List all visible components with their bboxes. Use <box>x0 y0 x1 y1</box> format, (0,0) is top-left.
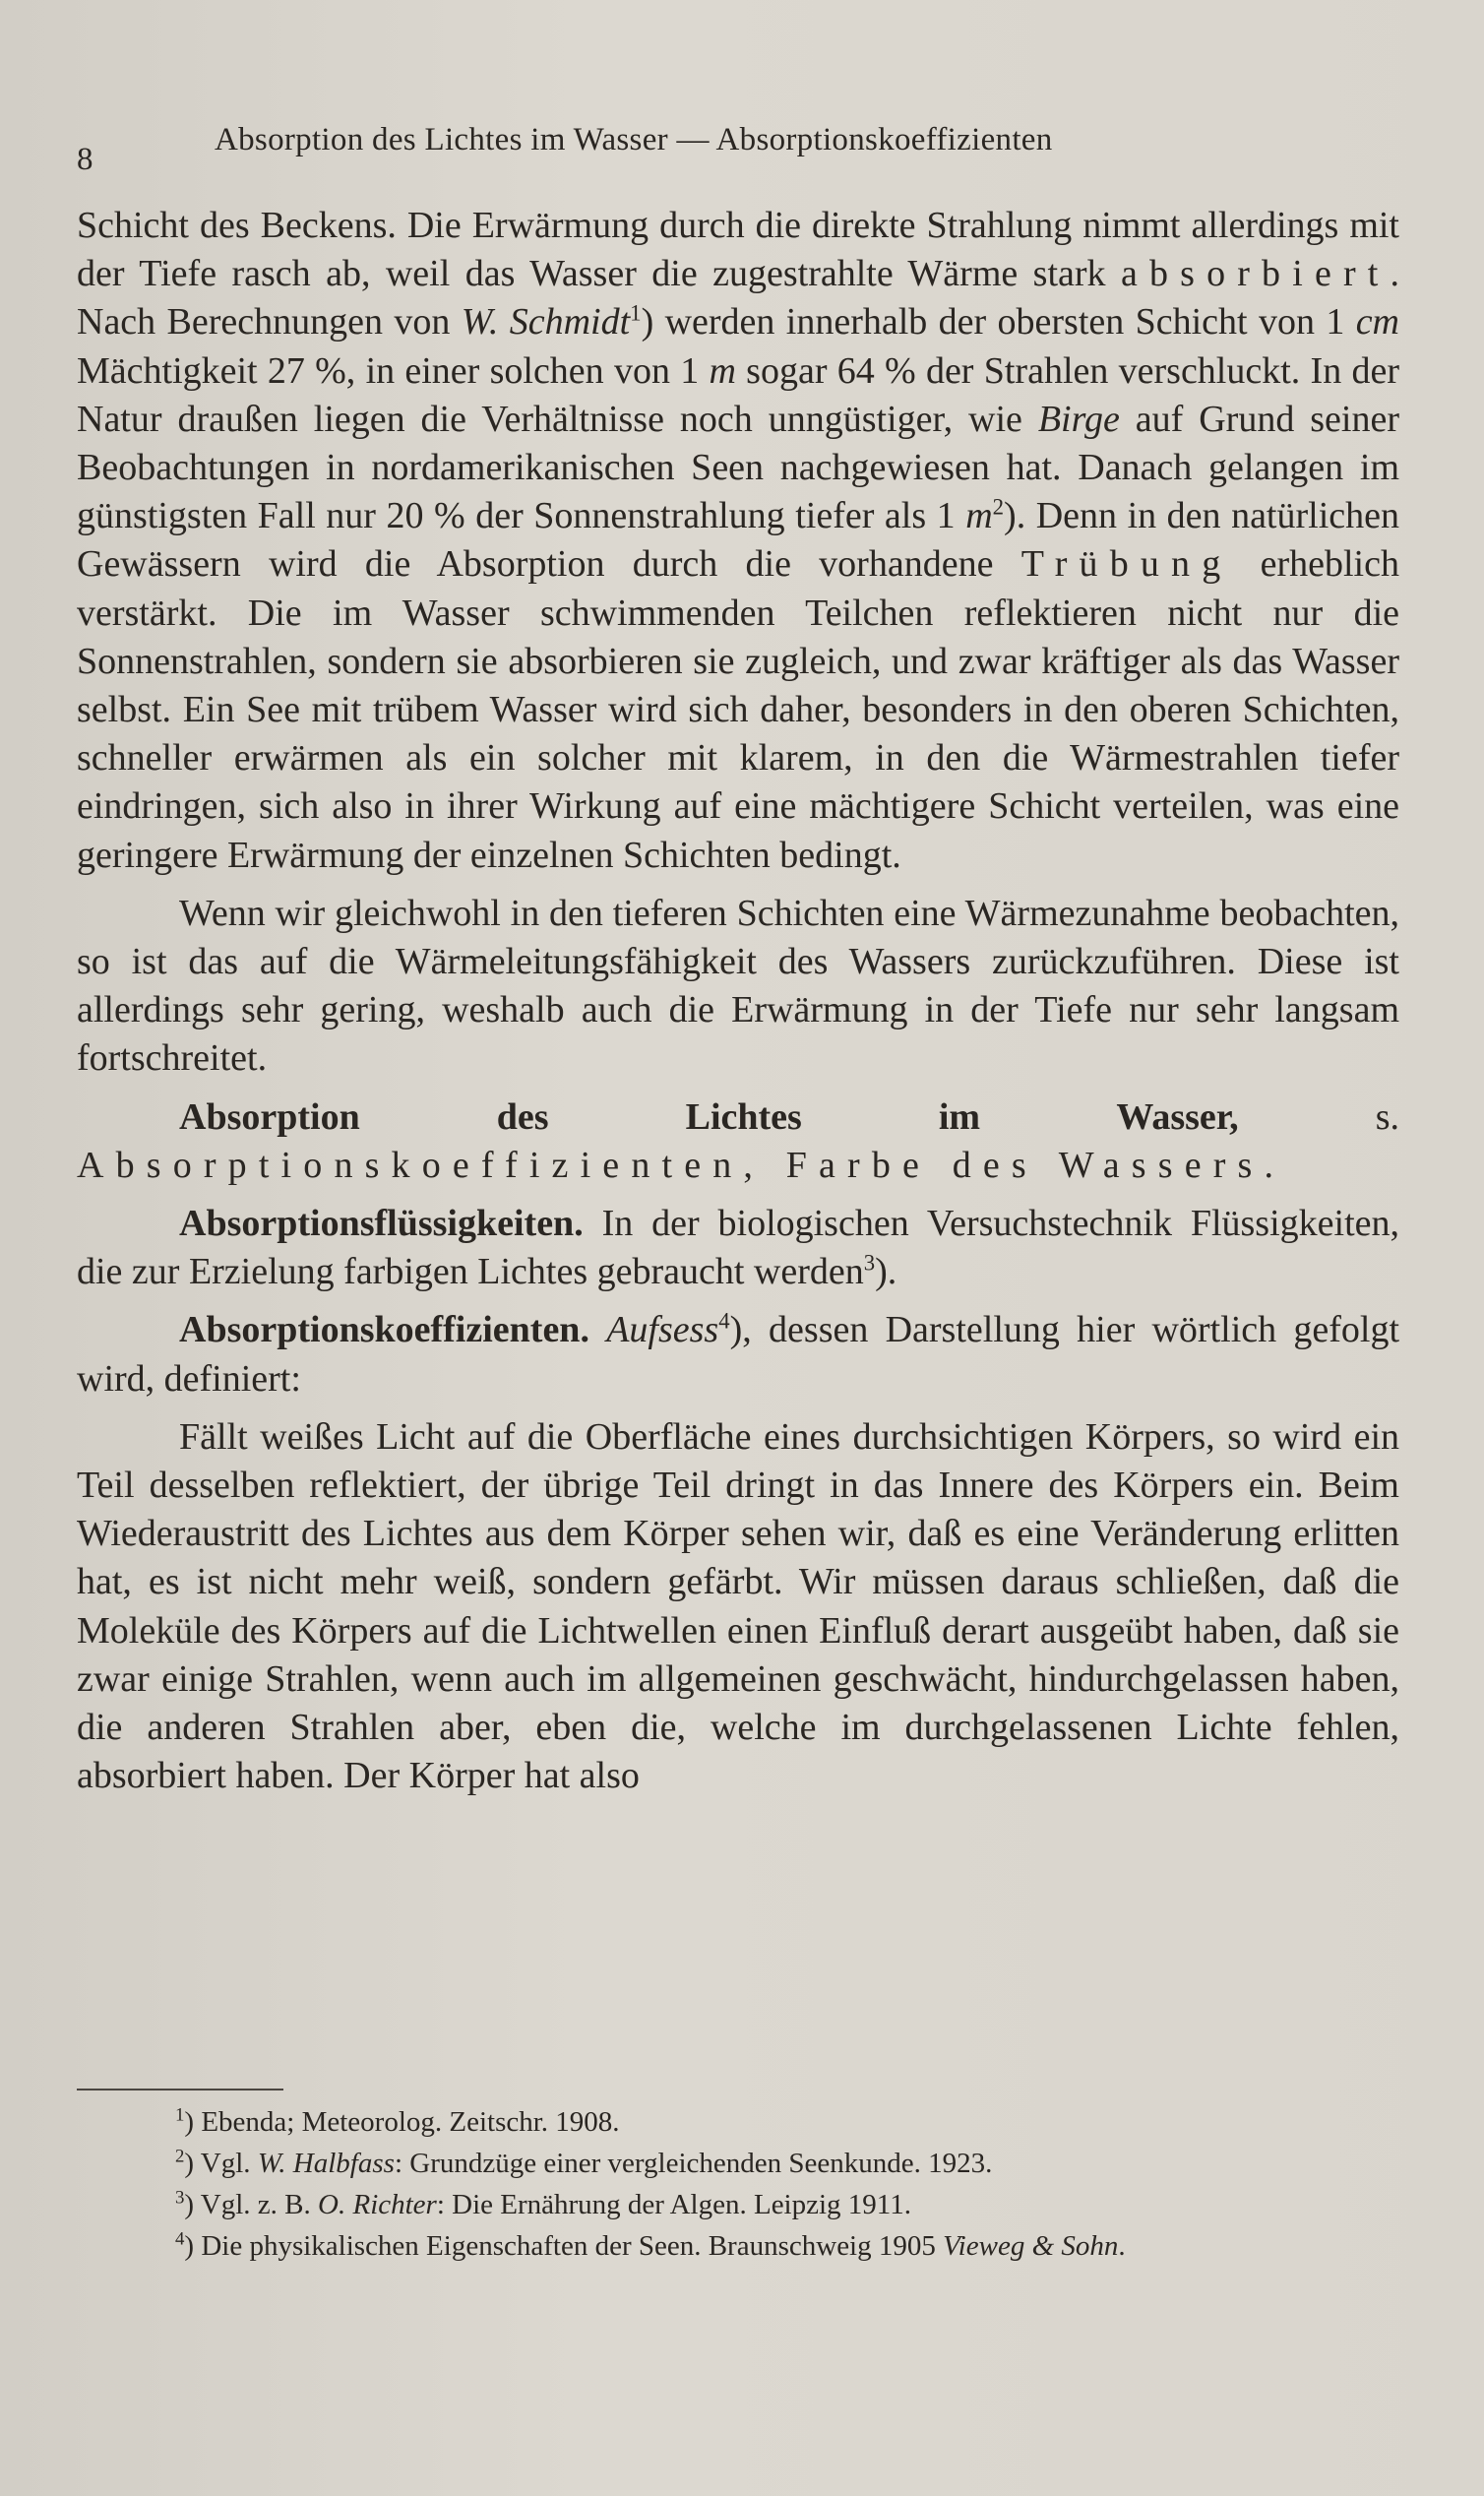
unit: m <box>965 495 993 537</box>
footnotes <box>77 2101 1399 2267</box>
footnote-mark: 3 <box>175 2187 185 2209</box>
unit: m <box>709 349 736 392</box>
spaced-emphasis: absorbiert <box>1120 253 1391 295</box>
footnote-divider <box>77 2089 283 2090</box>
footnote-author: O. Richter <box>318 2189 437 2220</box>
paragraph-2: Wenn wir gleichwohl in den tieferen Schichten eine Wärmezunahme beobachten, so ist das auf die Wärmeleitungsfähigkeit des Wassers zurückzuführen. Diese ist allerdings sehr gering, weshalb auch die Erwärmung in der Tiefe nur sehr langsam fortschreitet. <box>77 892 1399 1080</box>
text-run: ) werden innerhalb der obersten Schicht von 1 <box>641 301 1356 343</box>
footnote-ref: 4 <box>718 1308 730 1334</box>
text-run: sogar 64 % der Strahlen verschluckt. In der Natur draußen liegen die Verhältnisse noch unngüstiger, wie <box>77 349 1399 440</box>
footnote-mark: 2 <box>175 2146 185 2167</box>
text-run: Schicht des Beckens. Die Erwärmung durch die direkte Strahlung nimmt allerdings mit der Tiefe rasch ab, weil das Wasser die zugestrahlte Wärme stark <box>77 205 1399 295</box>
entry-absorptionskoeffizienten <box>77 1306 1399 1403</box>
entry-heading: Absorptionsflüssigkeiten. <box>179 1203 584 1245</box>
footnote-author: W. Halbfass <box>257 2148 395 2179</box>
footnote-author: Vieweg & Sohn <box>943 2230 1119 2262</box>
footnote-ref: 3 <box>863 1250 876 1276</box>
author-name: W. Schmidt <box>461 301 631 343</box>
spaced-emphasis: Trübung <box>1020 543 1233 586</box>
entry-heading: Absorptionskoeffizienten. <box>179 1309 589 1351</box>
footnote-mark: 4 <box>175 2228 185 2250</box>
footnote-text: : Grundzüge einer vergleichenden Seenkunde. 1923. <box>394 2148 993 2179</box>
paragraph-definition: Fällt weißes Licht auf die Oberfläche eines durchsichtigen Körpers, so wird ein Teil desselben reflektiert, der übrige Teil dringt in das Innere des Körpers ein. Beim Wiederaustritt des Lichtes aus dem Körper sehen wir, daß es eine Veränderung erlitten hat, es ist nicht mehr weiß, sondern gefärbt. Wir müssen daraus schließen, daß die Moleküle des Körpers auf die Lichtwellen einen Einfluß derart ausgeübt haben, daß sie zwar einige Strahlen, wenn auch im allgemeinen geschwächt, hindurchgelassen haben, die anderen Strahlen aber, eben die, welche im durchgelassenen Lichte fehlen, absorbiert haben. Der Körper hat also <box>77 1415 1399 1797</box>
footnote-text: : Die Ernährung der Algen. Leipzig 1911. <box>436 2189 911 2220</box>
footnote-text: ) Vgl. <box>184 2148 258 2179</box>
author-name: Birge <box>1037 398 1120 440</box>
footnote-2 <box>77 2143 1399 2184</box>
footnote-4 <box>77 2225 1399 2267</box>
footnote-3 <box>77 2184 1399 2225</box>
footnote-mark: 1 <box>175 2104 185 2126</box>
footnote-text: ) Ebenda; Meteorolog. Zeitschr. 1908. <box>184 2106 620 2138</box>
text-run: ). <box>875 1251 897 1293</box>
text-run: In der biologischen Versuchstechnik Flüssigkeiten, die zur Erzielung farbigen Lichtes gebraucht werden <box>77 1203 1399 1293</box>
text-run: . Nach Berechnungen von <box>77 253 1399 343</box>
text-run <box>589 1309 606 1350</box>
footnote-text: ) Vgl. z. B. <box>184 2189 319 2220</box>
entry-heading: Absorption des Lichtes im Wasser, <box>179 1095 1239 1138</box>
text-run: ). Denn in den natürlichen Gewässern wird die Absorption durch die vorhandene <box>77 495 1399 586</box>
cross-reference: Absorptionskoeffizienten, Farbe des Wassers. <box>77 1144 1286 1186</box>
footnote-text: ) Die physikalischen Eigenschaften der Seen. Braunschweig 1905 <box>184 2230 944 2262</box>
footnote-ref: 1 <box>630 300 642 326</box>
entry-absorptionsfluessigkeiten <box>77 1200 1399 1296</box>
footnote-1 <box>77 2101 1399 2143</box>
running-title: Absorption des Lichtes im Wasser — Absorptionskoeffizienten <box>215 122 1053 157</box>
entry-absorption-des-lichtes <box>77 1093 1399 1190</box>
footnote-text: . <box>1118 2230 1126 2262</box>
unit: cm <box>1355 301 1399 343</box>
text-run: s. <box>1238 1095 1399 1138</box>
footnote-ref: 2 <box>992 494 1005 520</box>
text-run: erheblich verstärkt. Die im Wasser schwimmenden Teilchen reflektieren nicht nur die Sonnenstrahlen, sondern sie absorbieren sie zugleich, und zwar kräftiger als das Wasser selbst. Ein See mit trübem Wasser wird sich daher, besonders in den oberen Schichten, schneller erwärmen als ein solcher mit klarem, in den die Wärmestrahlen tiefer eindringen, sich also in ihrer Wirkung auf eine mächtigere Schicht verteilen, was eine geringere Erwärmung der einzelnen Schichten bedingt. <box>77 543 1399 876</box>
author-name: Aufsess <box>606 1309 719 1351</box>
page-number: 8 <box>77 142 93 177</box>
text-run: ), dessen Darstellung hier wörtlich gefolgt wird, definiert: <box>77 1309 1400 1400</box>
text-run: auf Grund seiner Beobachtungen in nordamerikanischen Seen nachgewiesen hat. Danach gelangen im günstigsten Fall nur 20 % der Sonnenstrahlung tiefer als 1 <box>77 398 1399 537</box>
text-run: Mächtigkeit 27 %, in einer solchen von 1 <box>77 349 710 392</box>
paragraph-1 <box>77 202 1399 880</box>
body-text <box>77 202 1399 1801</box>
